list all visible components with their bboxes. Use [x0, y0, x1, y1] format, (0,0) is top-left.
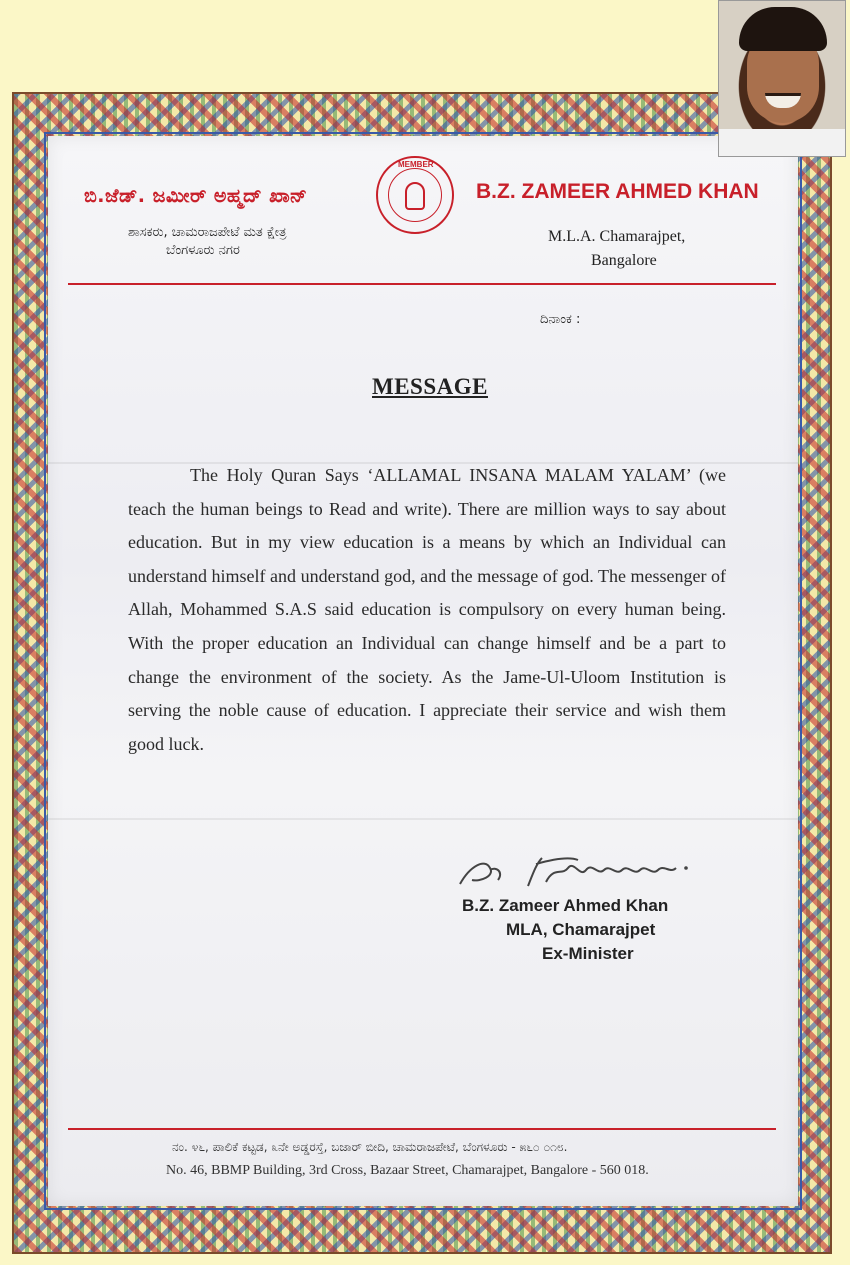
name-english: B.Z. ZAMEER AHMED KHAN: [476, 180, 759, 203]
designation-english: M.L.A. Chamarajpet,: [548, 228, 686, 245]
signatory-name: B.Z. Zameer Ahmed Khan: [462, 896, 669, 915]
signatory-title: Ex-Minister: [542, 944, 634, 963]
message-title: MESSAGE: [372, 374, 488, 399]
header-divider: [68, 283, 776, 285]
footer-divider: [68, 1128, 776, 1130]
address-english: No. 46, BBMP Building, 3rd Cross, Bazaar Street, Chamarajpet, Bangalore - 560 018.: [166, 1163, 649, 1178]
date-label: ದಿನಾಂಕ :: [540, 312, 581, 327]
name-kannada: ಬಿ.ಜೆಡ್. ಜಮೀರ್ ಅಹ್ಮದ್ ಖಾನ್: [84, 185, 308, 207]
portrait-hair: [739, 7, 827, 51]
signatory-role: MLA, Chamarajpet: [506, 920, 656, 939]
message-body: The Holy Quran Says ‘ALLAMAL INSANA MALAM YALAM’ (we teach the human beings to Read and write). There are million ways to say about education. But in my view education is a means by which an Individual can understand himself and understand god, and the message of god. The messenger of Allah, Mohammed S.A.S said education is compulsory on every human being. With the proper education an Individual can change himself and be a part to change the environment of the society. As the Jame-Ul-Uloom Institution is serving the noble cause of education. I appreciate their service and wish them good luck.: [128, 465, 726, 754]
portrait-photo: [718, 0, 846, 157]
address-kannada: ನಂ. ೪೬, ಪಾಲಿಕೆ ಕಟ್ಟಡ, ೩ನೇ ಅಡ್ಡರಸ್ತೆ, ಬಜಾರ್ ಬೀದಿ, ಚಾಮರಾಜಪೇಟೆ, ಬೆಂಗಳೂರು - ೫೬೦ ೦೧೮.: [172, 1140, 568, 1154]
emblem-icon: [405, 182, 425, 210]
seal-top-text: MEMBER: [398, 160, 434, 169]
city-english: Bangalore: [591, 252, 657, 269]
paper-fold: [48, 818, 798, 820]
handwritten-signature: [450, 846, 710, 896]
city-kannada: ಬೆಂಗಳೂರು ನಗರ: [166, 243, 240, 258]
assembly-seal: [376, 156, 454, 234]
designation-kannada: ಶಾಸಕರು, ಚಾಮರಾಜಪೇಟೆ ಮತ ಕ್ಷೇತ್ರ: [128, 225, 287, 240]
portrait-shirt: [719, 129, 845, 156]
